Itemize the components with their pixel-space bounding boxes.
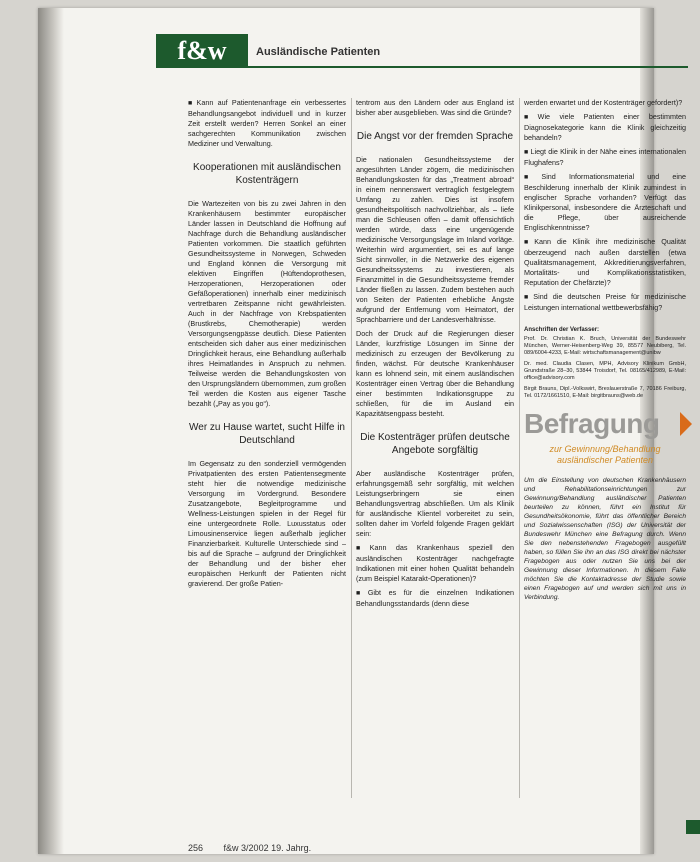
column-3 bbox=[524, 98, 686, 833]
paragraph: tentrom aus den Ländern oder aus England ist bisher aber ausgeblieben. Was sind die Gründe? bbox=[356, 98, 514, 117]
survey-title-text: Befragung bbox=[524, 408, 660, 439]
column-1 bbox=[188, 98, 346, 833]
paragraph: Die nationalen Gesundheitssysteme der angesührten Länder zögern, die medizinischen Behandlungskosten für das „Treatment abroad“ in einem nennenswert vertraglich festgelegtem Umfang zu zahlen. Dies ist insofern gesundheitspolitisch nachvollziehbar, als – liefe man die Schleusen offen – damit offensichtlich werden würde, dass eine ungenügende medizinische Versorgungslage im Inland vorläge. Weiterhin wird argumentiert, sei es auf lange Sicht sinnvoller, in die Netzwerke des eigenen Gesundheitssystems zu investieren, als Finanzmittel in die Gesundheitssysteme fremder Länder fließen zu lassen. Zudem bestehen auch von Seiten der Patienten erhebliche Ängste aufgrund der Entfernung vom Heimatort, der Sprachbarriere und der Landesverhältnisse. bbox=[356, 155, 514, 324]
issue-info: f&w 3/2002 19. Jahrg. bbox=[223, 843, 312, 853]
question-bullet: ■ Gibt es für die einzelnen Indikationen Behandlungsstandards (denn diese bbox=[356, 588, 514, 609]
section-title: Ausländische Patienten bbox=[256, 46, 381, 58]
address-entry: Dr. med. Claudia Clasen, MPH, Advisory Klinikum GmbH, Grundstraße 28–30, 53844 Troisdorf, Tel. 08165/412989, E-Mail: office@advisory.com bbox=[524, 361, 686, 381]
question-bullet: ■ Liegt die Klinik in der Nähe eines internationalen Flughafens? bbox=[524, 147, 686, 168]
column-divider bbox=[519, 98, 520, 798]
column-2 bbox=[356, 98, 514, 833]
subheading: Die Angst vor der fremden Sprache bbox=[356, 131, 514, 142]
intro-bullet: ■ Kann auf Patientenanfrage ein verbessertes Behandlungsangebot individuell und in kurzer Zeit erstellt werden? Herren Sonkel an einer sachgerechten Kommunikation zwischen Mediziner und Verwaltung. bbox=[188, 98, 346, 149]
column-divider bbox=[351, 98, 352, 798]
subheading: Kooperationen mit ausländischen Kostenträgern bbox=[193, 162, 341, 186]
triangle-arrow-icon bbox=[680, 412, 692, 436]
address-title: Anschriften der Verfasser: bbox=[524, 327, 600, 333]
paragraph: Im Gegensatz zu den sonderziell vermögenden Privatpatienten des ersten Patientensegmente steht hier die notwendige medizinische Versorgung im Vordergrund. Besondere Zusatzangebote, Begleitprogramme und Wellness-Leistungen spielen in der Regel für eine untergeordnete Rolle. Luxusstatus oder Limousinenservice liegen außerhalb jeglicher Finanzierbarkeit. Kulturelle Unterschiede sind – bis auf die Sprache – aufgrund der Dringlichkeit der Behandlung und der bisher eher europäischen Herkunft der Patienten nicht gravierend. Der große Patien- bbox=[188, 459, 346, 588]
magazine-page bbox=[38, 8, 687, 854]
author-addresses bbox=[524, 327, 686, 400]
header-rule bbox=[248, 66, 688, 68]
paragraph: Doch der Druck auf die Regierungen dieser Länder, kurzfristige Lösungen im Sinne der medizinisch zu erzeugen der Bevölkerung zu finden, wächst. Für deutsche Krankenhäuser kann es lohnend sein, mit einem ausländischen Kostenträger einen Vertrag über die Behandlung einer bestimmten Indikationsgruppe zu schließen, für die im Ausland ein Kapazitätsengpass besteht. bbox=[356, 329, 514, 418]
survey-box-title bbox=[524, 408, 686, 440]
question-bullet: ■ Sind Informationsmaterial und eine Beschilderung innerhalb der Klinik zumindest in englischer Sprache vorhanden? Verfügt das Klinikpersonal, insbesondere die Ärzteschaft und die Pflege, über ausreichende Englischkenntnisse? bbox=[524, 172, 686, 233]
subheading: Wer zu Hause wartet, sucht Hilfe in Deutschland bbox=[189, 422, 345, 446]
subheading: Die Kostenträger prüfen deutsche Angebote sorgfältig bbox=[360, 432, 510, 456]
page-footer bbox=[188, 843, 311, 853]
paragraph: Aber ausländische Kostenträger prüfen, erfahrungsgemäß sehr sorgfältig, mit welchen Leistungserbringern sie einen Behandlungsvertrag abschließen. Um als Klinik für ausländische Klientel vorbereitet zu sein, sollten daher im Vorfeld folgende Fragen geklärt sein: bbox=[356, 469, 514, 538]
question-bullet: ■ Sind die deutschen Preise für medizinische Leistungen international wettbewerbsfähig? bbox=[524, 292, 686, 313]
end-marker bbox=[686, 820, 700, 834]
address-entry: Prof. Dr. Christian K. Bruch, Universität der Bundeswehr München, Werner-Heisenberg-Weg 39, 85577 Neubiberg, Tel. 089/6004-4233, E-Mail: wirtschaftsmanagement@unibw bbox=[524, 336, 686, 356]
page-number: 256 bbox=[188, 843, 204, 853]
question-bullet: ■ Kann die Klinik ihre medizinische Qualität überzeugend nach außen darstellen (etwa Qualitätsmanagement, Akkreditierungsverfahren, Mortalitäts- und Komplikationsstatistiken, Reputation der Chefärzte)? bbox=[524, 237, 686, 288]
survey-subtitle: zur Gewinnung/Behandlung ausländischer Patienten bbox=[549, 444, 661, 465]
question-bullet: ■ Wie viele Patienten einer bestimmten Diagnosekategorie kann die Klinik gleichzeitig behandeln? bbox=[524, 112, 686, 143]
survey-text: Um die Einstellung von deutschen Krankenhäusern und Rehabilitationseinrichtungen zur Gewinnung/Behandlung ausländischer Patienten beurteilen zu können, führt ein Institut für Gesundheitsökonomie, führt das öffentlicher Bereich und Sozialwissenschaften (ISG) der Universität der Bundeswehr München eine Befragung durch. Wenn Sie den nebenstehenden Fragebogen ausgefüllt haben, so füllen Sie ihn an das ISG direkt bei nächster Fragebogen aus oder nutzen Sie uns bei der Gewinnung dieser Informationen. In diesem Falle möchten Sie die Kontaktadresse der Studie sowie einen Fragebogen auf und werden sich mit uns in Verbindung. bbox=[524, 477, 686, 601]
question-bullet: ■ Kann das Krankenhaus speziell den ausländischen Kostenträger nachgefragte Indikationen mit einer hohen Qualität behandeln (zum Beispiel Katarakt-Operationen)? bbox=[356, 543, 514, 584]
book-binding bbox=[38, 8, 64, 854]
fw-logo: f&w bbox=[156, 34, 248, 68]
address-entry: Birgit Brauns, Dipl.-Volkswirt, Breslauerstraße 7, 70186 Freiburg, Tel. 0172/1661510, E-Mail: birgitbrauns@web.de bbox=[524, 386, 686, 399]
paragraph: werden erwartet und der Kostenträger gefordert)? bbox=[524, 98, 683, 107]
paragraph: Die Wartezeiten von bis zu zwei Jahren in den Krankenhäusern bestimmter europäischer Länder lassen in Deutschland die Hoffnung auf Nachfrage durch die Behandlung ausländischer Patienten vorkommen. Die staatlich geführten Gesundheitssysteme in Norwegen, Schweden und England können die Versorgung mit elektiven Eingriffen (Hüftendoprothesen, Herzoperationen, Herzoperationen oder Gefäßoperationen) innerhalb einer medizinisch vertretbaren Zeitspanne nicht gewährleisten. Auch in der Nachfrage von Krebspatienten (Brustkrebs, Chemotherapie) werden Versorgungsengpässe deutlich. Diese Patienten entscheiden sich daher aus einer medizinischen Dringlichkeit heraus, eine Behandlung außerhalb ihres Heimatlandes in Anspruch zu nehmen. Teilweise werden die Behandlungskosten von den Ursprungsländern übernommen, zum großen Teil werden die Kosten aus eigener Tasche bezahlt („Pay as you go“). bbox=[188, 199, 346, 408]
